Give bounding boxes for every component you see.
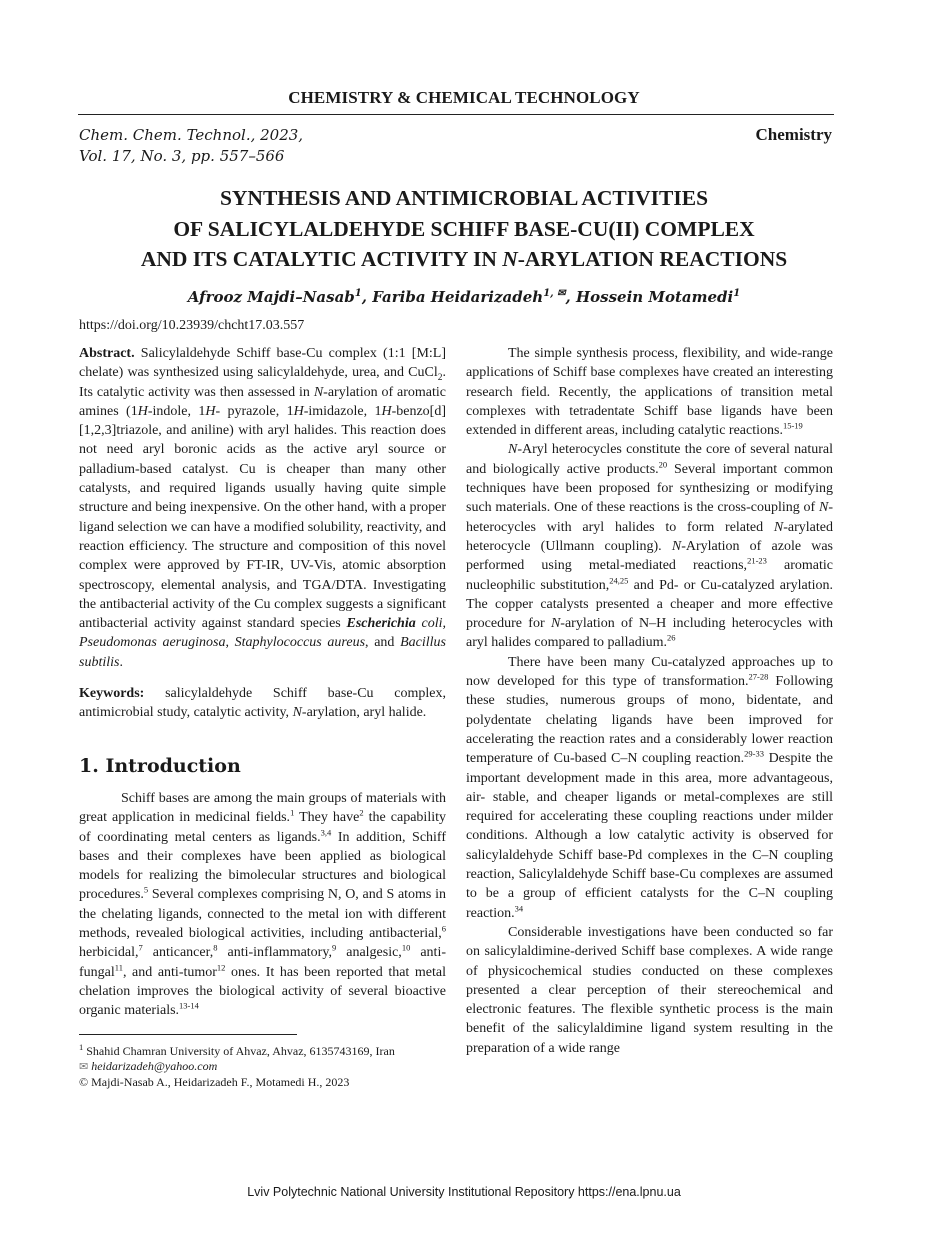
repository-footer: Lviv Polytechnic National University Institutional Repository https://ena.lpnu.ua xyxy=(247,1185,681,1199)
intro-paragraph-1: Schiff bases are among the main groups of materials with great application in medicinal fields.$^1$ They have$^2$ the capability of coordinating metal centers as ligands.$^{3,4}$ In addition, Schiff bases and their complexes have been applied as biological models for realizing the bimolecular structures and biological procedures.$^5$ Several complexes comprising N, O, and S atoms in the chelating ligands, connected to the metal ion with different methods, revealed biological activities, including antibacterial,$^6$ herbicidal,$^7$ anticancer,$^8$ anti-inflammatory,$^9$ analgesic,$^{10}$ antifungal$^{11}$, and anti-tumor$^{12}$ ones. It has been reported that metal chelation improves the biological activity of several bioactive organic materials.$^{13-14}$ xyxy=(79,790,447,1019)
footnote-affiliation: $^1$ Shahid Chamran University of Ahvaz, Ahvaz, 6135743169, Iran xyxy=(79,1041,395,1058)
author-3-affiliation: 1 xyxy=(733,288,741,299)
right-column xyxy=(466,344,833,1058)
intro-paragraph-3: N-Aryl heterocycles constitute the core of several natural and biologically active products.$^{20}$ Several important common techniques have been proposed for synthesizing or modifying such materials. One of these reactions is the cross-coupling of N-heterocycles with aryl halides to form related N-arylated heterocycle (Ullmann coupling). N-Arylation of azole was performed using metal-mediated reactions,$^{21-23}$ aromatic nucleophilic substitution,$^{24,25}$ and Pd- or Cu-catalyzed arylation. The copper catalysts presented a cheaper and more effective procedure for N-arylation of N–H including heterocycles with aryl halides compared to palladium.$^{26}$ xyxy=(466,442,833,651)
title-line-3: AND ITS CATALYTIC ACTIVITY IN N-ARYLATION REACTIONS xyxy=(140,247,788,271)
header-divider xyxy=(78,114,834,115)
abstract: Abstract. Salicylaldehyde Schiff base-Cu complex (1:1 [M:L] chelate) was synthesized using salicylaldehyde, urea, and CuCl$_2$. Its catalytic activity was then assessed in N-arylation of aromatic amines (1H-indole, 1H- pyrazole, 1H-imidazole, 1H-benzo[d][1,2,3]triazole, and aniline) with aryl halides. This reaction does not need aryl boronic acids as the active aryl source or palladium-based catalyst. Cu is cheaper than many other catalysts, and required ligands usually having quite simple structure and being inexpensive. On the other hand, with a proper ligand selection we can have a modified solubility, reactivity, and reaction efficiency. The structure and composition of this novel complex were approved by FT-IR, UV-Vis, atomic absorption spectroscopy, elemental analysis, and TGA/DTA. Investigating the antibacterial activity of the Cu complex suggests a significant antibacterial activity against standard species Escherichia coli, Pseudomonas aeruginosa, Staphylococcus aureus, and Bacillus subtilis. xyxy=(79,346,447,670)
title-line-1: SYNTHESIS AND ANTIMICROBIAL ACTIVITIES xyxy=(219,186,709,210)
keywords-label: Keywords: xyxy=(79,686,145,702)
intro-paragraph-2: The simple synthesis process, flexibility, and wide-range applications of Schiff base complexes have created an interesting research field. Recently, the applications of transition metal complexes with tetradentate Schiff base ligands have been extended in different areas, including catalytic reactions.$^{15-19}$ xyxy=(466,346,833,439)
subject-label: Chemistry xyxy=(755,125,832,144)
paper-title xyxy=(0,183,928,275)
envelope-icon: ✉ xyxy=(79,1060,89,1073)
author-1: Afrooz Majdi–Nasab xyxy=(187,288,355,306)
keywords-text: salicylaldehyde Schiff base-Cu complex, antimicrobial study, catalytic activity, N-arylation, aryl halide. xyxy=(79,686,446,721)
left-column xyxy=(79,344,446,1090)
footnote-affiliation-marker: 1 xyxy=(79,1041,84,1052)
author-2-affiliation: 1, ✉ xyxy=(543,288,566,299)
footnote-copyright: © Majdi-Nasab A., Heidarizadeh F., Motamedi H., 2023 xyxy=(79,1074,350,1089)
intro-paragraph-4: There have been many Cu-catalyzed approaches up to now developed for this type of transformation.$^{27-28}$ Following these studies, numerous groups of mono, bidentate, and polydentate chelating ligands have been improved for accelerating the reaction rates and a considerably lower reaction temperature of Cu-based C–N coupling reaction.$^{29-33}$ Despite the important development made in this area, more advantageous, air- stable, and cheaper ligands or metal-complexes are still required for accelerating these coupling reactions under milder conditions. Although a low catalytic activity is observed for salicylaldehyde Schiff base-Pd complexes in the C–N coupling reaction, Salicylaldehyde Schiff base-Cu complexes are assumed to be a group of efficient catalysts for the C–N coupling reaction.$^{34}$ xyxy=(466,654,833,921)
author-2: Fariba Heidarizadeh xyxy=(372,288,544,306)
doi-link[interactable]: https://doi.org/10.23939/chcht17.03.557 xyxy=(79,318,305,333)
author-list: Afrooz Majdi–Nasab$^1$, Fariba Heidarizadeh$^{1, ✉}$, Hossein Motamedi$^1$ xyxy=(187,288,741,306)
email-address[interactable]: heidarizadeh@yahoo.com xyxy=(91,1058,218,1073)
intro-paragraph-5: Considerable investigations have been conducted so far on salicylaldimine-derived Schiff base complexes. A wide range of physicochemical studies conducted on these complexes presented a clear perception of their stereochemical and electronic features. The flexible synthetic process is the main benefit of the salicylaldimine ligand system resulting in the preparation of a wide range xyxy=(466,924,833,1056)
citation xyxy=(79,125,303,167)
author-3: Hossein Motamedi xyxy=(575,288,734,306)
footnote-divider xyxy=(79,1034,297,1035)
citation-line-1: Chem. Chem. Technol., 2023, xyxy=(79,126,304,144)
keywords xyxy=(79,684,446,723)
section-heading-introduction: 1. Introduction xyxy=(79,754,241,777)
citation-line-2: Vol. 17, No. 3, pp. 557–566 xyxy=(79,147,285,165)
journal-name: CHEMISTRY & CHEMICAL TECHNOLOGY xyxy=(288,88,640,107)
footnotes xyxy=(79,1041,446,1090)
author-1-affiliation: 1 xyxy=(354,288,362,299)
footnote-email xyxy=(79,1059,446,1075)
abstract-label: Abstract. xyxy=(79,346,135,361)
title-line-2: OF SALICYLALDEHYDE SCHIFF BASE-CU(II) COMPLEX xyxy=(173,216,755,241)
